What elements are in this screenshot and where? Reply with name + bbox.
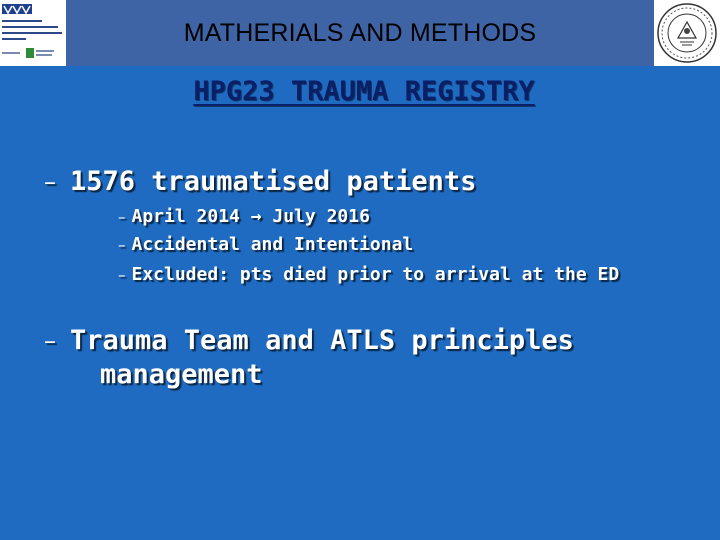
sub-bullet-dash: – bbox=[118, 266, 126, 284]
sub-bullet-dash: – bbox=[118, 236, 126, 254]
registry-title: HPG23 TRAUMA REGISTRY bbox=[193, 76, 535, 107]
sub-bullet-text: April 2014 → July 2016 bbox=[131, 206, 370, 227]
sub-bullet-type bbox=[118, 234, 413, 255]
hospital-logo-icon bbox=[0, 0, 66, 66]
bullet-text-line1: Trauma Team and ATLS principles bbox=[70, 325, 574, 356]
bullet-dash: – bbox=[44, 327, 56, 355]
sub-bullet-period bbox=[118, 206, 370, 227]
sub-bullet-excluded bbox=[118, 264, 619, 285]
bullet-trauma-team bbox=[44, 324, 574, 391]
university-seal-icon bbox=[654, 0, 720, 66]
header-bar bbox=[0, 0, 720, 66]
bullet-patients bbox=[44, 166, 476, 197]
sub-bullet-text: Accidental and Intentional bbox=[131, 234, 414, 255]
sub-bullet-dash: – bbox=[118, 208, 126, 226]
bullet-text: 1576 traumatised patients bbox=[70, 166, 477, 197]
sub-bullet-text: Excluded: pts died prior to arrival at the ED bbox=[131, 264, 620, 285]
bullet-dash: – bbox=[44, 168, 56, 196]
header-title: MATHERIALS AND METHODS bbox=[183, 18, 537, 47]
bullet-text-line2: management bbox=[100, 359, 263, 390]
